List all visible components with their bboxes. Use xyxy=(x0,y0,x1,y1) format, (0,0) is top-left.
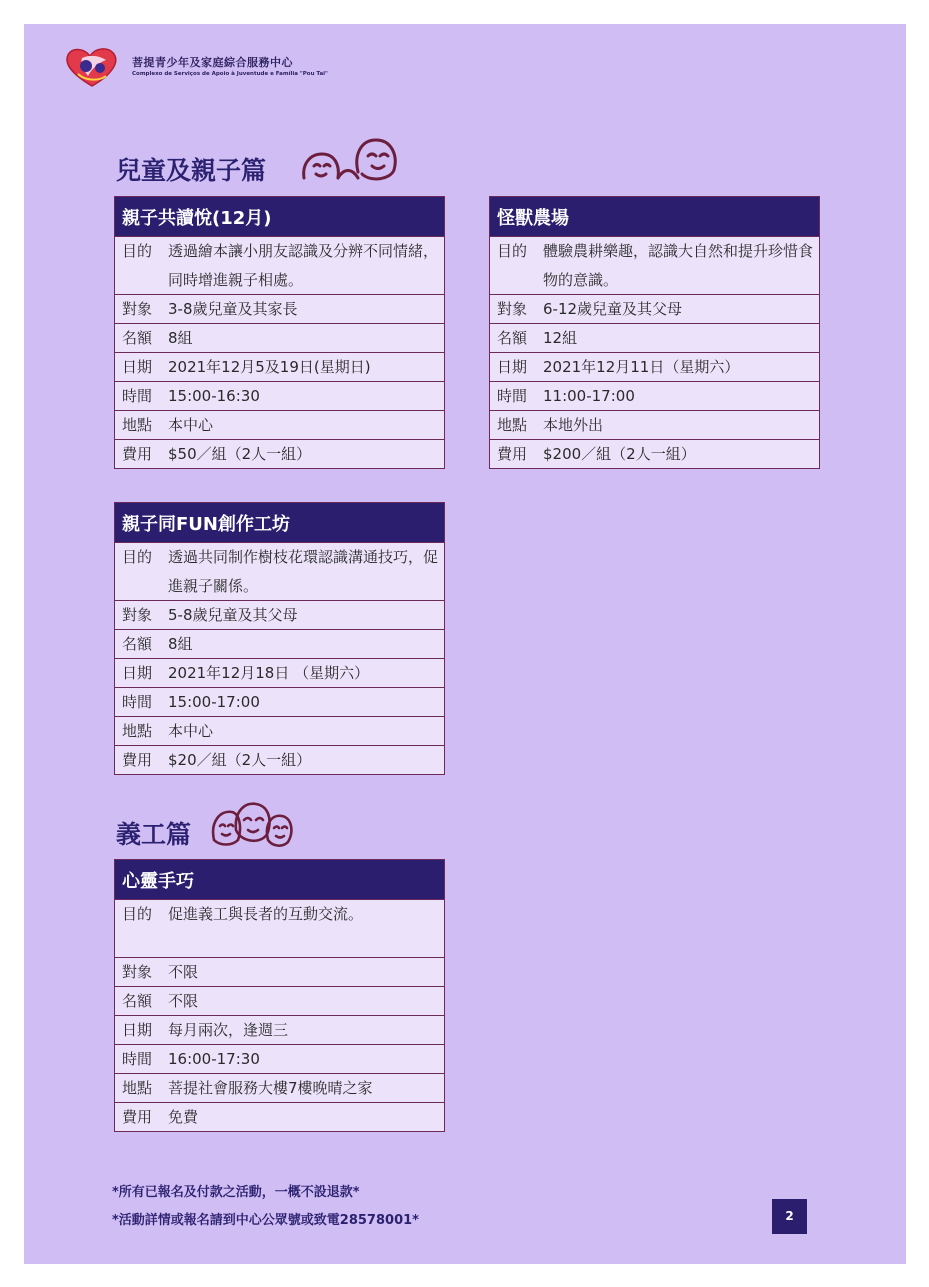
row-label: 目的 xyxy=(497,242,528,260)
row-value: 促進義工與長者的互動交流。 xyxy=(168,905,364,923)
row-value: 2021年12月11日（星期六） xyxy=(543,358,740,376)
row-label: 地點 xyxy=(122,722,153,740)
table-row xyxy=(115,410,444,439)
organization-name-chinese: 菩提青少年及家庭綜合服務中心 xyxy=(132,56,293,69)
organization-logo-icon xyxy=(62,46,124,90)
row-label: 名額 xyxy=(122,992,153,1010)
table-row xyxy=(490,352,819,381)
row-label: 時間 xyxy=(122,1050,153,1068)
section-title-children: 兒童及親子篇 xyxy=(116,156,267,185)
row-value: 不限 xyxy=(168,963,199,981)
row-value: 11:00-17:00 xyxy=(543,387,635,405)
table-row xyxy=(115,900,444,957)
table-row xyxy=(115,658,444,687)
table-row xyxy=(115,687,444,716)
table-row xyxy=(490,294,819,323)
row-label: 時間 xyxy=(122,693,153,711)
row-label: 日期 xyxy=(122,664,153,682)
row-label: 費用 xyxy=(122,445,153,463)
section-title-volunteer: 義工篇 xyxy=(116,820,192,849)
row-value: 免費 xyxy=(168,1108,199,1126)
table-row xyxy=(490,410,819,439)
row-label: 時間 xyxy=(497,387,528,405)
row-label: 對象 xyxy=(122,300,153,318)
row-label: 日期 xyxy=(122,1021,153,1039)
activity-card-volunteer xyxy=(114,859,445,1132)
activity-card-reading xyxy=(114,196,445,469)
row-value: 透過共同制作樹枝花環認識溝通技巧，促進親子關係。 xyxy=(168,548,439,595)
row-value: 本中心 xyxy=(168,416,214,434)
row-label: 地點 xyxy=(122,416,153,434)
row-value: 15:00-16:30 xyxy=(168,387,260,405)
row-value: 本地外出 xyxy=(543,416,604,434)
row-label: 地點 xyxy=(497,416,528,434)
row-label: 費用 xyxy=(122,1108,153,1126)
page-number: 2 xyxy=(772,1199,807,1234)
activity-card-farm xyxy=(489,196,820,469)
row-value: 2021年12月5及19日(星期日) xyxy=(168,358,371,376)
table-row xyxy=(115,629,444,658)
table-row xyxy=(115,986,444,1015)
refund-note: *所有已報名及付款之活動，一概不設退款* xyxy=(112,1185,360,1200)
row-value: 不限 xyxy=(168,992,199,1010)
row-value: 8組 xyxy=(168,635,193,653)
activity-card-workshop xyxy=(114,502,445,775)
table-row xyxy=(115,352,444,381)
row-label: 費用 xyxy=(497,445,528,463)
table-row xyxy=(115,1015,444,1044)
row-label: 日期 xyxy=(497,358,528,376)
row-label: 對象 xyxy=(122,606,153,624)
row-value: $200／組（2人一組） xyxy=(543,445,696,463)
row-label: 對象 xyxy=(122,963,153,981)
row-value: 3-8歲兒童及其家長 xyxy=(168,300,298,318)
row-value: 8組 xyxy=(168,329,193,347)
row-label: 目的 xyxy=(122,548,153,566)
activity-title: 怪獸農場 xyxy=(490,197,819,237)
row-label: 日期 xyxy=(122,358,153,376)
table-row xyxy=(115,237,444,294)
row-label: 名額 xyxy=(122,329,153,347)
row-label: 地點 xyxy=(122,1079,153,1097)
row-label: 時間 xyxy=(122,387,153,405)
contact-note: *活動詳情或報名請到中心公眾號或致電28578001* xyxy=(112,1213,419,1228)
table-row xyxy=(490,381,819,410)
table-row xyxy=(115,543,444,600)
table-row xyxy=(115,323,444,352)
activity-title: 心靈手巧 xyxy=(115,860,444,900)
table-row xyxy=(490,439,819,468)
organization-name-portuguese: Complexo de Serviços de Apoio à Juventude e Família "Pou Tai" xyxy=(132,71,328,77)
row-value: 透過繪本讓小朋友認識及分辨不同情緒，同時增進親子相處。 xyxy=(168,242,439,289)
row-value: 12組 xyxy=(543,329,578,347)
table-row xyxy=(115,439,444,468)
cartoon-characters-icon xyxy=(300,134,400,184)
row-value: 體驗農耕樂趣，認識大自然和提升珍惜食物的意識。 xyxy=(543,242,814,289)
row-label: 名額 xyxy=(497,329,528,347)
table-row xyxy=(490,237,819,294)
table-row xyxy=(115,294,444,323)
row-value: 15:00-17:00 xyxy=(168,693,260,711)
row-value: 菩提社會服務大樓7樓晚晴之家 xyxy=(168,1079,373,1097)
table-row xyxy=(115,381,444,410)
row-value: 2021年12月18日 （星期六） xyxy=(168,664,370,682)
activity-title: 親子共讀悅(12月) xyxy=(115,197,444,237)
table-row xyxy=(115,716,444,745)
cartoon-group-icon xyxy=(210,800,294,850)
table-row xyxy=(115,1073,444,1102)
table-row xyxy=(115,600,444,629)
table-row xyxy=(115,745,444,774)
table-row xyxy=(115,1044,444,1073)
row-value: 6-12歲兒童及其父母 xyxy=(543,300,683,318)
activity-title: 親子同FUN創作工坊 xyxy=(115,503,444,543)
row-value: 本中心 xyxy=(168,722,214,740)
table-row xyxy=(115,1102,444,1131)
row-value: 每月兩次，逢週三 xyxy=(168,1021,289,1039)
row-label: 目的 xyxy=(122,242,153,260)
row-label: 目的 xyxy=(122,905,153,923)
row-value: $20／組（2人一組） xyxy=(168,751,312,769)
row-value: $50／組（2人一組） xyxy=(168,445,312,463)
table-row xyxy=(490,323,819,352)
row-label: 名額 xyxy=(122,635,153,653)
row-label: 對象 xyxy=(497,300,528,318)
row-label: 費用 xyxy=(122,751,153,769)
row-value: 16:00-17:30 xyxy=(168,1050,260,1068)
table-row xyxy=(115,957,444,986)
row-value: 5-8歲兒童及其父母 xyxy=(168,606,298,624)
